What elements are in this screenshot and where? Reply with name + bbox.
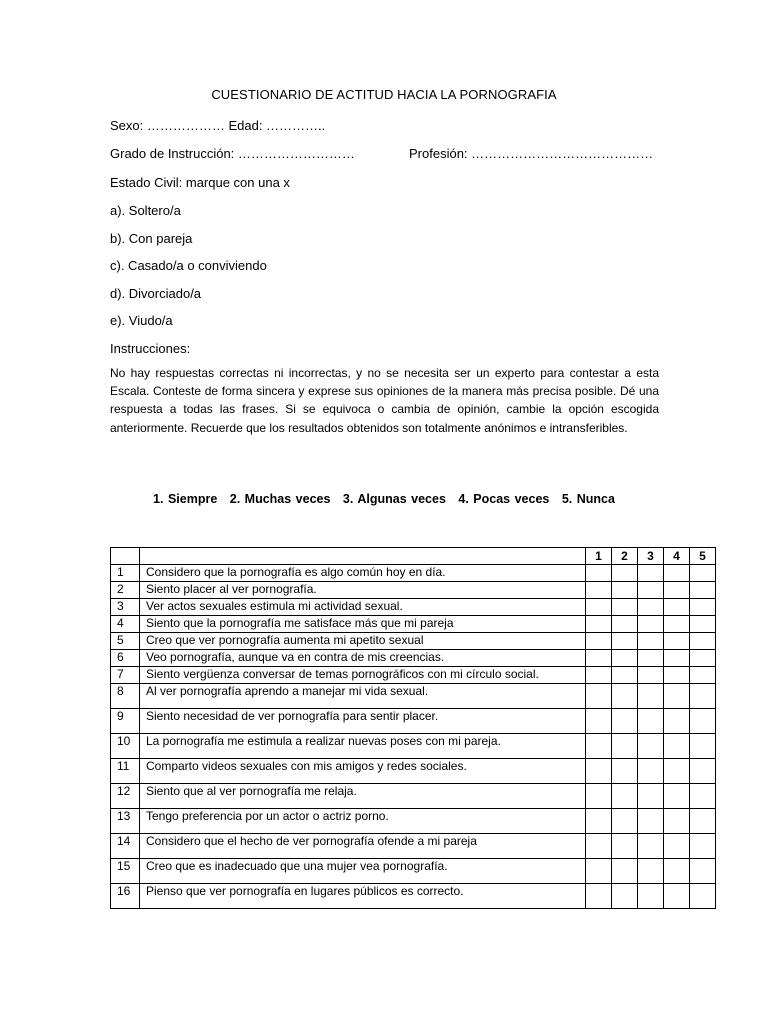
- answer-cell-5[interactable]: [690, 734, 716, 759]
- answer-cell-1[interactable]: [586, 859, 612, 884]
- answer-cell-4[interactable]: [664, 834, 690, 859]
- answer-cell-3[interactable]: [638, 633, 664, 650]
- item-statement: Siento necesidad de ver pornografía para sentir placer.: [140, 709, 586, 734]
- table-row: [111, 784, 716, 809]
- table-row: [111, 834, 716, 859]
- answer-cell-3[interactable]: [638, 859, 664, 884]
- answer-cell-5[interactable]: [690, 759, 716, 784]
- page-title: CUESTIONARIO DE ACTITUD HACIA LA PORNOGRAFIA: [211, 87, 557, 102]
- answer-cell-4[interactable]: [664, 759, 690, 784]
- questionnaire-table: [110, 547, 716, 909]
- answer-cell-5[interactable]: [690, 834, 716, 859]
- answer-cell-1[interactable]: [586, 684, 612, 709]
- answer-cell-4[interactable]: [664, 709, 690, 734]
- answer-cell-4[interactable]: [664, 859, 690, 884]
- answer-cell-1[interactable]: [586, 709, 612, 734]
- answer-cell-4[interactable]: [664, 599, 690, 616]
- answer-cell-2[interactable]: [612, 759, 638, 784]
- answer-cell-5[interactable]: [690, 859, 716, 884]
- item-statement: La pornografía me estimula a realizar nuevas poses con mi pareja.: [140, 734, 586, 759]
- answer-cell-1[interactable]: [586, 599, 612, 616]
- table-row: [111, 684, 716, 709]
- answer-cell-4[interactable]: [664, 650, 690, 667]
- answer-cell-2[interactable]: [612, 616, 638, 633]
- answer-cell-2[interactable]: [612, 709, 638, 734]
- item-number: 9: [111, 709, 140, 734]
- answer-cell-5[interactable]: [690, 565, 716, 582]
- table-row: [111, 809, 716, 834]
- answer-cell-1[interactable]: [586, 834, 612, 859]
- answer-cell-5[interactable]: [690, 616, 716, 633]
- table-row: [111, 650, 716, 667]
- item-number: 2: [111, 582, 140, 599]
- answer-cell-3[interactable]: [638, 834, 664, 859]
- answer-cell-2[interactable]: [612, 582, 638, 599]
- item-number: 1: [111, 565, 140, 582]
- answer-cell-1[interactable]: [586, 616, 612, 633]
- answer-cell-2[interactable]: [612, 834, 638, 859]
- answer-cell-1[interactable]: [586, 565, 612, 582]
- answer-cell-5[interactable]: [690, 599, 716, 616]
- item-statement: Considero que el hecho de ver pornografía ofende a mi pareja: [140, 834, 586, 859]
- table-row: [111, 633, 716, 650]
- answer-cell-5[interactable]: [690, 684, 716, 709]
- answer-cell-5[interactable]: [690, 650, 716, 667]
- item-number: 5: [111, 633, 140, 650]
- answer-cell-2[interactable]: [612, 667, 638, 684]
- answer-cell-2[interactable]: [612, 684, 638, 709]
- answer-cell-4[interactable]: [664, 884, 690, 909]
- item-statement: Comparto videos sexuales con mis amigos y redes sociales.: [140, 759, 586, 784]
- answer-cell-3[interactable]: [638, 759, 664, 784]
- item-number: 16: [111, 884, 140, 909]
- sexo-edad-field: Sexo: ……………… Edad: …………..: [110, 118, 326, 133]
- header-empty-cell: [140, 548, 586, 565]
- item-statement: Siento que al ver pornografía me relaja.: [140, 784, 586, 809]
- answer-cell-4[interactable]: [664, 809, 690, 834]
- answer-cell-3[interactable]: [638, 599, 664, 616]
- answer-cell-4[interactable]: [664, 582, 690, 599]
- estado-civil-label: Estado Civil: marque con una x: [110, 175, 290, 190]
- answer-cell-1[interactable]: [586, 884, 612, 909]
- option-soltero: a). Soltero/a: [110, 203, 181, 218]
- table-row: [111, 884, 716, 909]
- answer-cell-2[interactable]: [612, 809, 638, 834]
- scale-option: 1. Siempre: [153, 492, 218, 506]
- item-number: 8: [111, 684, 140, 709]
- item-number: 7: [111, 667, 140, 684]
- option-con-pareja: b). Con pareja: [110, 231, 193, 246]
- grado-instruccion-field: Grado de Instrucción: ………………………: [110, 146, 355, 161]
- answer-cell-5[interactable]: [690, 667, 716, 684]
- header-option-3: 3: [638, 548, 664, 565]
- response-scale: [0, 492, 768, 506]
- answer-cell-2[interactable]: [612, 633, 638, 650]
- item-statement: Pienso que ver pornografía en lugares públicos es correcto.: [140, 884, 586, 909]
- table-row: [111, 616, 716, 633]
- item-statement: Siento que la pornografía me satisface más que mi pareja: [140, 616, 586, 633]
- item-statement: Siento placer al ver pornografía.: [140, 582, 586, 599]
- answer-cell-4[interactable]: [664, 784, 690, 809]
- answer-cell-1[interactable]: [586, 582, 612, 599]
- answer-cell-5[interactable]: [690, 784, 716, 809]
- instructions-text: No hay respuestas correctas ni incorrectas, y no se necesita ser un experto para contestar a esta Escala. Conteste de forma sincera y exprese sus opiniones de la manera más precisa posible. Dé una respuesta a todas las frases. Si se equivoca o cambia de opinión, cambie la opción escogida anteriormente. Recuerde que los resultados obtenidos son totalmente anónimos e intransferibles.: [110, 366, 659, 435]
- table-row: [111, 582, 716, 599]
- table-header-row: [111, 548, 716, 565]
- answer-cell-2[interactable]: [612, 565, 638, 582]
- item-number: 12: [111, 784, 140, 809]
- item-number: 4: [111, 616, 140, 633]
- item-statement: Veo pornografía, aunque va en contra de mis creencias.: [140, 650, 586, 667]
- scale-option: 3. Algunas veces: [342, 492, 446, 506]
- table-row: [111, 759, 716, 784]
- scale-option: 2. Muchas veces: [229, 492, 331, 506]
- option-viudo: e). Viudo/a: [110, 313, 173, 328]
- answer-cell-3[interactable]: [638, 650, 664, 667]
- answer-cell-2[interactable]: [612, 650, 638, 667]
- answer-cell-4[interactable]: [664, 684, 690, 709]
- option-divorciado: d). Divorciado/a: [110, 286, 202, 301]
- table-row: [111, 565, 716, 582]
- answer-cell-4[interactable]: [664, 633, 690, 650]
- answer-cell-2[interactable]: [612, 859, 638, 884]
- header-option-5: 5: [690, 548, 716, 565]
- item-statement: Al ver pornografía aprendo a manejar mi vida sexual.: [140, 684, 586, 709]
- header-option-1: 1: [586, 548, 612, 565]
- answer-cell-1[interactable]: [586, 667, 612, 684]
- table-row: [111, 599, 716, 616]
- answer-cell-4[interactable]: [664, 565, 690, 582]
- item-number: 14: [111, 834, 140, 859]
- item-number: 3: [111, 599, 140, 616]
- item-statement: Creo que es inadecuado que una mujer vea pornografía.: [140, 859, 586, 884]
- item-statement: Siento vergüenza conversar de temas pornográficos con mi círculo social.: [140, 667, 586, 684]
- instructions-heading: Instrucciones:: [110, 341, 191, 356]
- answer-cell-1[interactable]: [586, 809, 612, 834]
- scale-option: 5. Nunca: [561, 492, 615, 506]
- item-number: 13: [111, 809, 140, 834]
- item-statement: Considero que la pornografía es algo común hoy en día.: [140, 565, 586, 582]
- answer-cell-3[interactable]: [638, 784, 664, 809]
- answer-cell-1[interactable]: [586, 784, 612, 809]
- answer-cell-5[interactable]: [690, 809, 716, 834]
- header-empty-cell: [111, 548, 140, 565]
- answer-cell-3[interactable]: [638, 709, 664, 734]
- header-option-4: 4: [664, 548, 690, 565]
- answer-cell-2[interactable]: [612, 599, 638, 616]
- answer-cell-3[interactable]: [638, 884, 664, 909]
- item-statement: Ver actos sexuales estimula mi actividad sexual.: [140, 599, 586, 616]
- answer-cell-1[interactable]: [586, 734, 612, 759]
- answer-cell-5[interactable]: [690, 709, 716, 734]
- answer-cell-3[interactable]: [638, 616, 664, 633]
- answer-cell-5[interactable]: [690, 633, 716, 650]
- item-number: 10: [111, 734, 140, 759]
- answer-cell-3[interactable]: [638, 684, 664, 709]
- answer-cell-4[interactable]: [664, 616, 690, 633]
- answer-cell-2[interactable]: [612, 884, 638, 909]
- answer-cell-3[interactable]: [638, 582, 664, 599]
- answer-cell-2[interactable]: [612, 784, 638, 809]
- answer-cell-2[interactable]: [612, 734, 638, 759]
- item-number: 11: [111, 759, 140, 784]
- profesion-field: Profesión: ……………………………………: [409, 146, 654, 161]
- answer-cell-5[interactable]: [690, 884, 716, 909]
- answer-cell-3[interactable]: [638, 667, 664, 684]
- table-row: [111, 709, 716, 734]
- scale-option: 4. Pocas veces: [458, 492, 550, 506]
- option-casado: c). Casado/a o conviviendo: [110, 258, 267, 273]
- answer-cell-3[interactable]: [638, 809, 664, 834]
- answer-cell-3[interactable]: [638, 565, 664, 582]
- table-row: [111, 859, 716, 884]
- item-statement: Creo que ver pornografía aumenta mi apetito sexual: [140, 633, 586, 650]
- table-row: [111, 667, 716, 684]
- item-statement: Tengo preferencia por un actor o actriz porno.: [140, 809, 586, 834]
- answer-cell-4[interactable]: [664, 734, 690, 759]
- answer-cell-3[interactable]: [638, 734, 664, 759]
- answer-cell-1[interactable]: [586, 650, 612, 667]
- header-option-2: 2: [612, 548, 638, 565]
- answer-cell-5[interactable]: [690, 582, 716, 599]
- item-number: 6: [111, 650, 140, 667]
- table-row: [111, 734, 716, 759]
- answer-cell-1[interactable]: [586, 759, 612, 784]
- answer-cell-1[interactable]: [586, 633, 612, 650]
- answer-cell-4[interactable]: [664, 667, 690, 684]
- item-number: 15: [111, 859, 140, 884]
